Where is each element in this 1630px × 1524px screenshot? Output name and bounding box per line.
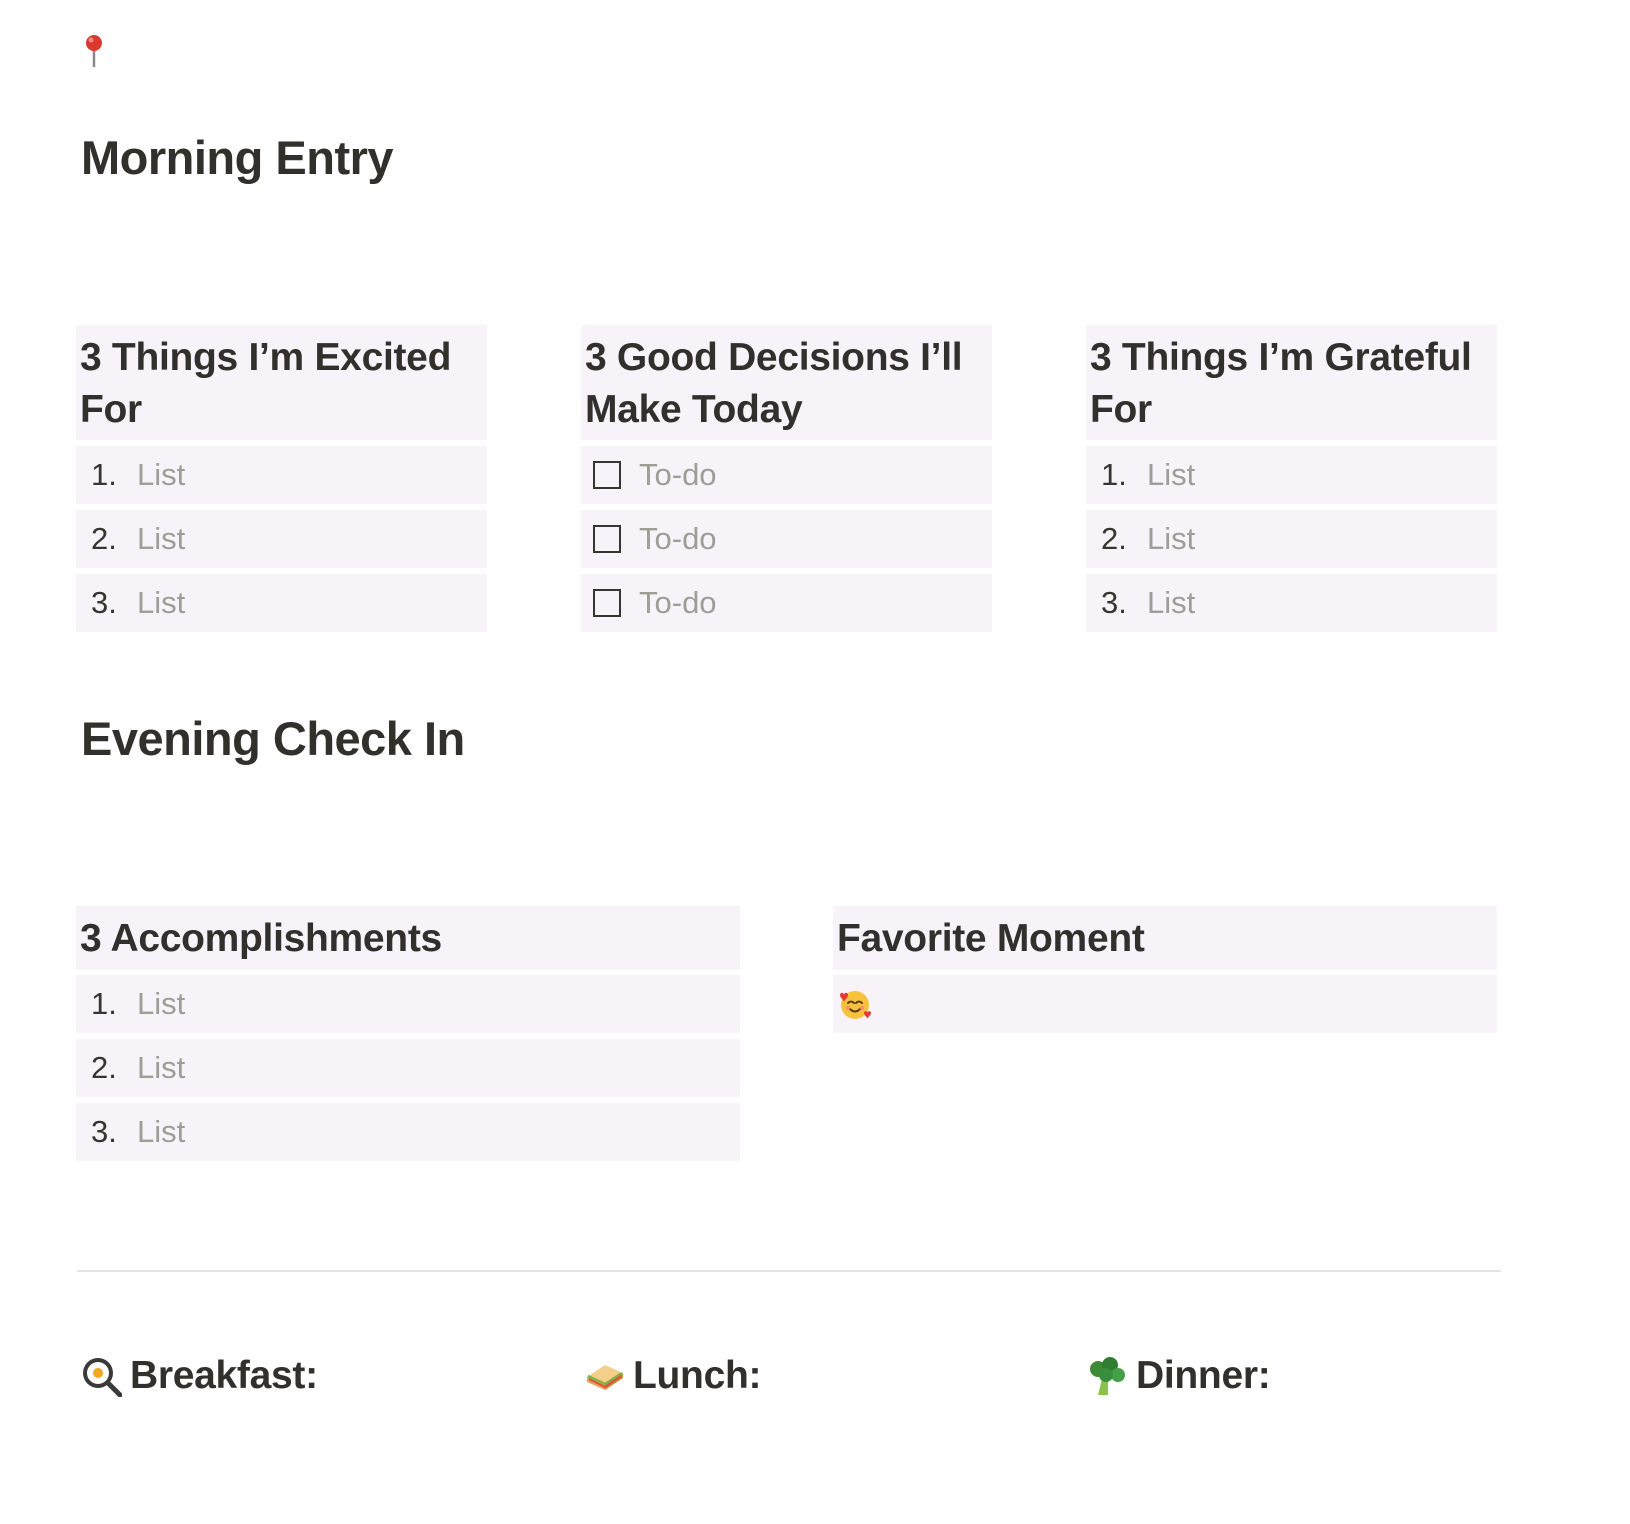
- list-number: 2.: [91, 1050, 117, 1085]
- list-placeholder: List: [137, 521, 186, 556]
- todo-item[interactable]: [581, 446, 992, 504]
- list-placeholder: List: [137, 585, 186, 620]
- todo-placeholder: To-do: [639, 521, 717, 556]
- excited-for-heading[interactable]: 3 Things I’m Excited For: [76, 325, 487, 440]
- list-number: 2.: [1101, 521, 1127, 556]
- smiling-face-with-hearts-icon: [838, 987, 872, 1021]
- list-item[interactable]: [1086, 446, 1497, 504]
- list-item[interactable]: [76, 574, 487, 632]
- dinner-label: Dinner:: [1136, 1354, 1271, 1397]
- grateful-for-heading[interactable]: 3 Things I’m Grateful For: [1086, 325, 1497, 440]
- accomplishments-heading[interactable]: 3 Accomplishments: [76, 906, 740, 970]
- list-number: 3.: [91, 1114, 117, 1149]
- list-item[interactable]: [76, 1039, 740, 1097]
- list-placeholder: List: [137, 457, 186, 492]
- list-number: 2.: [91, 521, 117, 556]
- list-number: 3.: [91, 585, 117, 620]
- favorite-moment-heading[interactable]: Favorite Moment: [833, 906, 1497, 970]
- todo-placeholder: To-do: [639, 585, 717, 620]
- todo-placeholder: To-do: [639, 457, 717, 492]
- favorite-moment-body[interactable]: [833, 975, 1497, 1033]
- lunch-label: Lunch:: [633, 1354, 762, 1397]
- list-placeholder: List: [137, 1114, 186, 1149]
- list-item[interactable]: [76, 446, 487, 504]
- todo-checkbox[interactable]: [593, 589, 621, 617]
- breakfast-heading[interactable]: [80, 1354, 318, 1398]
- cooking-egg-icon: [80, 1355, 122, 1397]
- list-number: 1.: [91, 457, 117, 492]
- list-number: 1.: [1101, 457, 1127, 492]
- list-placeholder: List: [1147, 457, 1196, 492]
- todo-checkbox[interactable]: [593, 525, 621, 553]
- list-placeholder: List: [1147, 585, 1196, 620]
- list-placeholder: List: [137, 986, 186, 1021]
- sandwich-icon: [583, 1355, 625, 1397]
- list-item[interactable]: [1086, 574, 1497, 632]
- list-placeholder: List: [137, 1050, 186, 1085]
- evening-check-in-heading: Evening Check In: [81, 712, 465, 765]
- list-placeholder: List: [1147, 521, 1196, 556]
- breakfast-label: Breakfast:: [130, 1354, 318, 1397]
- round-pushpin-icon[interactable]: [84, 34, 108, 68]
- list-number: 3.: [1101, 585, 1127, 620]
- list-number: 1.: [91, 986, 117, 1021]
- lunch-heading[interactable]: [583, 1354, 761, 1398]
- todo-item[interactable]: [581, 574, 992, 632]
- good-decisions-heading[interactable]: 3 Good Decisions I’ll Make Today: [581, 325, 992, 440]
- list-item[interactable]: [76, 975, 740, 1033]
- dinner-heading[interactable]: [1086, 1354, 1270, 1398]
- list-item[interactable]: [76, 1103, 740, 1161]
- todo-checkbox[interactable]: [593, 461, 621, 489]
- list-item[interactable]: [76, 510, 487, 568]
- list-item[interactable]: [1086, 510, 1497, 568]
- todo-item[interactable]: [581, 510, 992, 568]
- divider: [77, 1270, 1501, 1272]
- broccoli-icon: [1086, 1355, 1128, 1397]
- morning-entry-heading: Morning Entry: [81, 131, 394, 184]
